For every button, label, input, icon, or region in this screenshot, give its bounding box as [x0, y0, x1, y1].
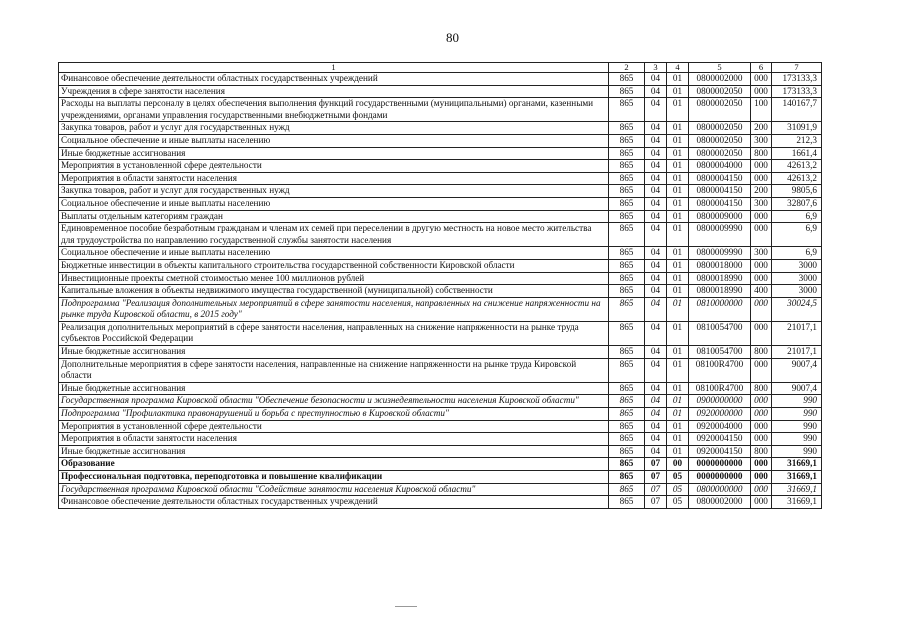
row-ministry-code: 865	[609, 346, 645, 359]
row-subsection-code: 01	[667, 420, 689, 433]
row-section-code: 07	[645, 496, 667, 509]
row-ministry-code: 865	[609, 122, 645, 135]
row-name: Финансовое обеспечение деятельности областных государственных учреждений	[59, 496, 609, 509]
row-name: Расходы на выплаты персоналу в целях обеспечения выполнения функций государственными (муниципальными) органами, казенными учреждениями, органами управления государственными внебюджетными фондами	[59, 98, 609, 122]
row-name: Капитальные вложения в объекты недвижимого имущества государственной (муниципальной) собственности	[59, 285, 609, 298]
row-ministry-code: 865	[609, 85, 645, 98]
row-subsection-code: 01	[667, 358, 689, 382]
row-ministry-code: 865	[609, 259, 645, 272]
row-target-article: 0800002000	[689, 496, 751, 509]
row-expense-type: 800	[751, 445, 772, 458]
row-ministry-code: 865	[609, 272, 645, 285]
table-row	[59, 395, 822, 408]
row-ministry-code: 865	[609, 445, 645, 458]
row-ministry-code: 865	[609, 471, 645, 484]
row-target-article: 08100R4700	[689, 382, 751, 395]
row-subsection-code: 01	[667, 395, 689, 408]
row-ministry-code: 865	[609, 73, 645, 86]
row-amount: 990	[772, 433, 822, 446]
row-section-code: 04	[645, 85, 667, 98]
row-amount: 1661,4	[772, 147, 822, 160]
row-ministry-code: 865	[609, 160, 645, 173]
row-name: Иные бюджетные ассигнования	[59, 147, 609, 160]
row-name: Образование	[59, 458, 609, 471]
budget-table	[58, 62, 822, 509]
column-number-row	[59, 63, 822, 73]
row-ministry-code: 865	[609, 321, 645, 345]
row-section-code: 04	[645, 321, 667, 345]
row-section-code: 04	[645, 172, 667, 185]
row-subsection-code: 01	[667, 297, 689, 321]
row-subsection-code: 01	[667, 346, 689, 359]
row-expense-type: 800	[751, 382, 772, 395]
table-row	[59, 321, 822, 345]
row-name: Инвестиционные проекты сметной стоимостью менее 100 миллионов рублей	[59, 272, 609, 285]
row-section-code: 04	[645, 73, 667, 86]
row-expense-type: 000	[751, 496, 772, 509]
row-ministry-code: 865	[609, 98, 645, 122]
row-ministry-code: 865	[609, 496, 645, 509]
row-target-article: 0800002050	[689, 134, 751, 147]
row-section-code: 04	[645, 358, 667, 382]
row-target-article: 0800000000	[689, 483, 751, 496]
row-expense-type: 000	[751, 297, 772, 321]
row-name: Финансовое обеспечение деятельности областных государственных учреждений	[59, 73, 609, 86]
row-ministry-code: 865	[609, 358, 645, 382]
row-subsection-code: 01	[667, 272, 689, 285]
row-subsection-code: 05	[667, 483, 689, 496]
row-name: Мероприятия в установленной сфере деятельности	[59, 160, 609, 173]
row-subsection-code: 01	[667, 98, 689, 122]
row-ministry-code: 865	[609, 147, 645, 160]
row-target-article: 0920004150	[689, 445, 751, 458]
row-target-article: 0800002050	[689, 122, 751, 135]
row-target-article: 0800002050	[689, 147, 751, 160]
row-target-article: 08100R4700	[689, 358, 751, 382]
row-expense-type: 000	[751, 210, 772, 223]
row-expense-type: 300	[751, 197, 772, 210]
row-ministry-code: 865	[609, 172, 645, 185]
table-row	[59, 122, 822, 135]
row-expense-type: 100	[751, 98, 772, 122]
row-name: Мероприятия в установленной сфере деятельности	[59, 420, 609, 433]
row-name: Бюджетные инвестиции в объекты капитального строительства государственной собственности Кировской области	[59, 259, 609, 272]
row-subsection-code: 00	[667, 458, 689, 471]
row-section-code: 04	[645, 197, 667, 210]
row-name: Иные бюджетные ассигнования	[59, 445, 609, 458]
row-amount: 21017,1	[772, 321, 822, 345]
row-expense-type: 000	[751, 259, 772, 272]
row-amount: 31669,1	[772, 471, 822, 484]
table-row	[59, 285, 822, 298]
row-amount: 173133,3	[772, 73, 822, 86]
row-amount: 173133,3	[772, 85, 822, 98]
row-subsection-code: 01	[667, 321, 689, 345]
table-body	[59, 73, 822, 509]
row-target-article: 0800018990	[689, 272, 751, 285]
row-amount: 31669,1	[772, 483, 822, 496]
table-row	[59, 85, 822, 98]
row-section-code: 07	[645, 458, 667, 471]
row-target-article: 0800004150	[689, 185, 751, 198]
row-name: Выплаты отдельным категориям граждан	[59, 210, 609, 223]
row-subsection-code: 01	[667, 185, 689, 198]
row-subsection-code: 01	[667, 210, 689, 223]
table-row	[59, 445, 822, 458]
table-row	[59, 185, 822, 198]
row-expense-type: 000	[751, 358, 772, 382]
column-header: 7	[772, 63, 822, 73]
row-name: Реализация дополнительных мероприятий в сфере занятости населения, направленных на снижение напряженности на рынке труда субъектов Российской Федерации	[59, 321, 609, 345]
row-expense-type: 300	[751, 134, 772, 147]
row-amount: 31669,1	[772, 458, 822, 471]
row-amount: 3000	[772, 259, 822, 272]
row-expense-type: 800	[751, 147, 772, 160]
row-name: Закупка товаров, работ и услуг для государственных нужд	[59, 185, 609, 198]
row-expense-type: 000	[751, 223, 772, 247]
row-expense-type: 000	[751, 272, 772, 285]
table-row	[59, 408, 822, 421]
row-amount: 6,9	[772, 210, 822, 223]
row-target-article: 0800002050	[689, 85, 751, 98]
row-amount: 9007,4	[772, 358, 822, 382]
column-header: 4	[667, 63, 689, 73]
row-ministry-code: 865	[609, 247, 645, 260]
row-amount: 31669,1	[772, 496, 822, 509]
row-amount: 3000	[772, 272, 822, 285]
row-amount: 42613,2	[772, 160, 822, 173]
row-section-code: 04	[645, 160, 667, 173]
row-section-code: 04	[645, 272, 667, 285]
row-expense-type: 000	[751, 395, 772, 408]
table-row	[59, 382, 822, 395]
row-target-article: 0000000000	[689, 471, 751, 484]
row-name: Единовременное пособие безработным гражданам и членам их семей при переселении в другую местность на новое место жительства для трудоустройства по направлению государственной службы занятости населения	[59, 223, 609, 247]
row-section-code: 04	[645, 285, 667, 298]
row-ministry-code: 865	[609, 483, 645, 496]
row-subsection-code: 01	[667, 73, 689, 86]
row-subsection-code: 01	[667, 147, 689, 160]
row-expense-type: 200	[751, 122, 772, 135]
row-subsection-code: 01	[667, 122, 689, 135]
table-row	[59, 98, 822, 122]
row-section-code: 04	[645, 408, 667, 421]
row-ministry-code: 865	[609, 382, 645, 395]
row-name: Социальное обеспечение и иные выплаты населению	[59, 197, 609, 210]
table-row	[59, 223, 822, 247]
row-target-article: 0920004150	[689, 433, 751, 446]
row-subsection-code: 01	[667, 197, 689, 210]
row-target-article: 0900000000	[689, 395, 751, 408]
row-amount: 6,9	[772, 247, 822, 260]
row-expense-type: 400	[751, 285, 772, 298]
row-target-article: 0920004000	[689, 420, 751, 433]
row-target-article: 0800004150	[689, 172, 751, 185]
table-row	[59, 172, 822, 185]
row-subsection-code: 01	[667, 285, 689, 298]
row-section-code: 04	[645, 210, 667, 223]
row-subsection-code: 01	[667, 223, 689, 247]
row-name: Подпрограмма "Реализация дополнительных мероприятий в сфере занятости населения, направленных на снижение напряженности на рынке труда Кировской области, в 2015 году"	[59, 297, 609, 321]
column-header: 1	[59, 63, 609, 73]
row-ministry-code: 865	[609, 285, 645, 298]
row-subsection-code: 01	[667, 160, 689, 173]
table-row	[59, 147, 822, 160]
row-amount: 990	[772, 408, 822, 421]
row-amount: 9007,4	[772, 382, 822, 395]
table-row	[59, 73, 822, 86]
row-subsection-code: 01	[667, 445, 689, 458]
row-target-article: 0800002000	[689, 73, 751, 86]
budget-table-container	[58, 62, 821, 509]
row-amount: 6,9	[772, 223, 822, 247]
row-target-article: 0800002050	[689, 98, 751, 122]
row-expense-type: 800	[751, 346, 772, 359]
row-name: Профессиональная подготовка, переподготовка и повышение квалификации	[59, 471, 609, 484]
column-header: 2	[609, 63, 645, 73]
row-subsection-code: 01	[667, 408, 689, 421]
row-expense-type: 200	[751, 185, 772, 198]
row-target-article: 0000000000	[689, 458, 751, 471]
row-ministry-code: 865	[609, 185, 645, 198]
row-amount: 30024,5	[772, 297, 822, 321]
row-section-code: 04	[645, 147, 667, 160]
table-row	[59, 134, 822, 147]
row-ministry-code: 865	[609, 223, 645, 247]
row-name: Государственная программа Кировской области "Обеспечение безопасности и жизнедеятельности населения Кировской области"	[59, 395, 609, 408]
row-ministry-code: 865	[609, 458, 645, 471]
row-section-code: 04	[645, 433, 667, 446]
row-section-code: 04	[645, 297, 667, 321]
row-ministry-code: 865	[609, 210, 645, 223]
row-ministry-code: 865	[609, 395, 645, 408]
page-number: 80	[446, 30, 459, 45]
row-target-article: 0810000000	[689, 297, 751, 321]
row-target-article: 0800009000	[689, 210, 751, 223]
scan-mark	[395, 606, 417, 607]
row-expense-type: 000	[751, 321, 772, 345]
row-amount: 31091,9	[772, 122, 822, 135]
table-row	[59, 346, 822, 359]
row-name: Социальное обеспечение и иные выплаты населению	[59, 247, 609, 260]
table-row	[59, 471, 822, 484]
row-ministry-code: 865	[609, 408, 645, 421]
table-row	[59, 297, 822, 321]
row-name: Иные бюджетные ассигнования	[59, 346, 609, 359]
row-section-code: 04	[645, 134, 667, 147]
row-subsection-code: 01	[667, 433, 689, 446]
row-target-article: 0920000000	[689, 408, 751, 421]
table-row	[59, 420, 822, 433]
table-row	[59, 247, 822, 260]
row-amount: 3000	[772, 285, 822, 298]
row-section-code: 04	[645, 122, 667, 135]
column-header: 5	[689, 63, 751, 73]
row-name: Дополнительные мероприятия в сфере занятости населения, направленные на снижение напряженности на рынке труда Кировской области	[59, 358, 609, 382]
row-expense-type: 000	[751, 458, 772, 471]
row-expense-type: 000	[751, 172, 772, 185]
row-amount: 990	[772, 445, 822, 458]
row-expense-type: 000	[751, 408, 772, 421]
row-target-article: 0800018000	[689, 259, 751, 272]
row-section-code: 04	[645, 247, 667, 260]
row-section-code: 04	[645, 382, 667, 395]
row-amount: 9805,6	[772, 185, 822, 198]
row-amount: 32807,6	[772, 197, 822, 210]
table-row	[59, 483, 822, 496]
table-row	[59, 458, 822, 471]
row-expense-type: 000	[751, 433, 772, 446]
row-section-code: 04	[645, 223, 667, 247]
row-amount: 21017,1	[772, 346, 822, 359]
row-subsection-code: 01	[667, 382, 689, 395]
table-row	[59, 259, 822, 272]
row-name: Подпрограмма "Профилактика правонарушений и борьба с преступностью в Кировской области"	[59, 408, 609, 421]
row-ministry-code: 865	[609, 433, 645, 446]
row-expense-type: 000	[751, 85, 772, 98]
row-expense-type: 000	[751, 420, 772, 433]
row-section-code: 04	[645, 346, 667, 359]
row-amount: 212,3	[772, 134, 822, 147]
row-expense-type: 000	[751, 160, 772, 173]
table-row	[59, 496, 822, 509]
row-ministry-code: 865	[609, 420, 645, 433]
row-ministry-code: 865	[609, 197, 645, 210]
row-subsection-code: 01	[667, 172, 689, 185]
row-target-article: 0800018990	[689, 285, 751, 298]
row-name: Государственная программа Кировской области "Содействие занятости населения Кировской области"	[59, 483, 609, 496]
row-section-code: 04	[645, 395, 667, 408]
row-subsection-code: 05	[667, 496, 689, 509]
row-expense-type: 000	[751, 483, 772, 496]
row-name: Учреждения в сфере занятости населения	[59, 85, 609, 98]
row-section-code: 04	[645, 420, 667, 433]
table-row	[59, 210, 822, 223]
table-row	[59, 433, 822, 446]
row-target-article: 0810054700	[689, 321, 751, 345]
row-subsection-code: 01	[667, 85, 689, 98]
column-header: 3	[645, 63, 667, 73]
table-row	[59, 160, 822, 173]
row-target-article: 0800009990	[689, 223, 751, 247]
row-subsection-code: 01	[667, 247, 689, 260]
row-target-article: 0810054700	[689, 346, 751, 359]
row-name: Иные бюджетные ассигнования	[59, 382, 609, 395]
row-ministry-code: 865	[609, 134, 645, 147]
row-amount: 990	[772, 420, 822, 433]
table-row	[59, 358, 822, 382]
row-target-article: 0800004150	[689, 197, 751, 210]
row-expense-type: 300	[751, 247, 772, 260]
table-row	[59, 197, 822, 210]
row-section-code: 07	[645, 471, 667, 484]
row-section-code: 04	[645, 445, 667, 458]
row-subsection-code: 05	[667, 471, 689, 484]
row-name: Мероприятия в области занятости населения	[59, 433, 609, 446]
row-section-code: 07	[645, 483, 667, 496]
row-ministry-code: 865	[609, 297, 645, 321]
row-target-article: 0800009990	[689, 247, 751, 260]
row-section-code: 04	[645, 185, 667, 198]
row-amount: 140167,7	[772, 98, 822, 122]
row-expense-type: 000	[751, 73, 772, 86]
row-subsection-code: 01	[667, 259, 689, 272]
row-amount: 42613,2	[772, 172, 822, 185]
column-header: 6	[751, 63, 772, 73]
row-name: Мероприятия в области занятости населения	[59, 172, 609, 185]
row-section-code: 04	[645, 259, 667, 272]
row-target-article: 0800004000	[689, 160, 751, 173]
row-section-code: 04	[645, 98, 667, 122]
row-expense-type: 000	[751, 471, 772, 484]
table-row	[59, 272, 822, 285]
row-subsection-code: 01	[667, 134, 689, 147]
row-name: Закупка товаров, работ и услуг для государственных нужд	[59, 122, 609, 135]
row-amount: 990	[772, 395, 822, 408]
row-name: Социальное обеспечение и иные выплаты населению	[59, 134, 609, 147]
